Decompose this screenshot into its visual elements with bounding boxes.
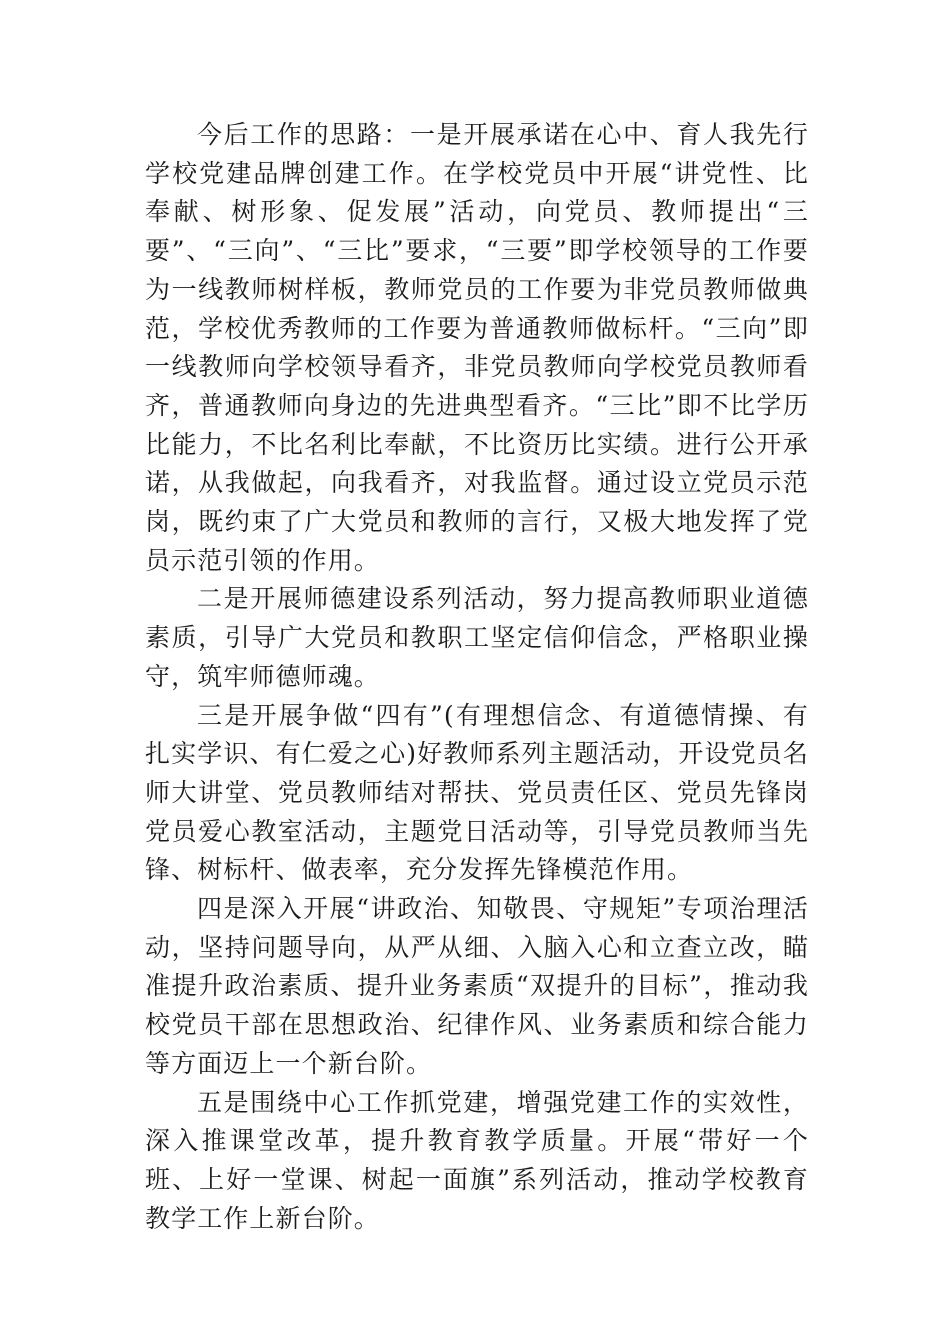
document-body: [145, 116, 809, 1238]
paragraph-party-building-center: 五是围绕中心工作抓党建，增强党建工作的实效性，深入推课堂改革，提升教育教学质量。开展“带好一个班、上好一堂课、树起一面旗”系列活动，推动学校教育教学工作上新台阶。: [145, 1087, 809, 1233]
paragraph-teacher-ethics: 二是开展师德建设系列活动，努力提高教师职业道德素质，引导广大党员和教职工坚定信仰信念，严格职业操守，筑牢师德师魂。: [145, 584, 809, 691]
paragraph-work-ideas: 今后工作的思路：一是开展承诺在心中、育人我先行学校党建品牌创建工作。在学校党员中开展“讲党性、比奉献、树形象、促发展”活动，向党员、教师提出“三要”、“三向”、“三比”要求，“三要”即学校领导的工作要为一线教师树样板，教师党员的工作要为非党员教师做典范，学校优秀教师的工作要为普通教师做标杆。“三向”即一线教师向学校领导看齐，非党员教师向学校党员教师看齐，普通教师向身边的先进典型看齐。“三比”即不比学历比能力，不比名利比奉献，不比资历比实绩。进行公开承诺，从我做起，向我看齐，对我监督。通过设立党员示范岗，既约束了广大党员和教师的言行，又极大地发挥了党员示范引领的作用。: [145, 120, 809, 575]
paragraph-four-haves: 三是开展争做“四有”(有理想信念、有道德情操、有扎实学识、有仁爱之心)好教师系列主题活动，开设党员名师大讲堂、党员教师结对帮扶、党员责任区、党员先锋岗党员爱心教室活动，主题党日活动等，引导党员教师当先锋、树标杆、做表率，充分发挥先锋模范作用。: [145, 700, 809, 885]
paragraph-special-governance: 四是深入开展“讲政治、知敬畏、守规矩”专项治理活动，坚持问题导向，从严从细、入脑入心和立查立改，瞄准提升政治素质、提升业务素质“双提升的目标”，推动我校党员干部在思想政治、纪律作风、业务素质和综合能力等方面迈上一个新台阶。: [145, 894, 809, 1078]
